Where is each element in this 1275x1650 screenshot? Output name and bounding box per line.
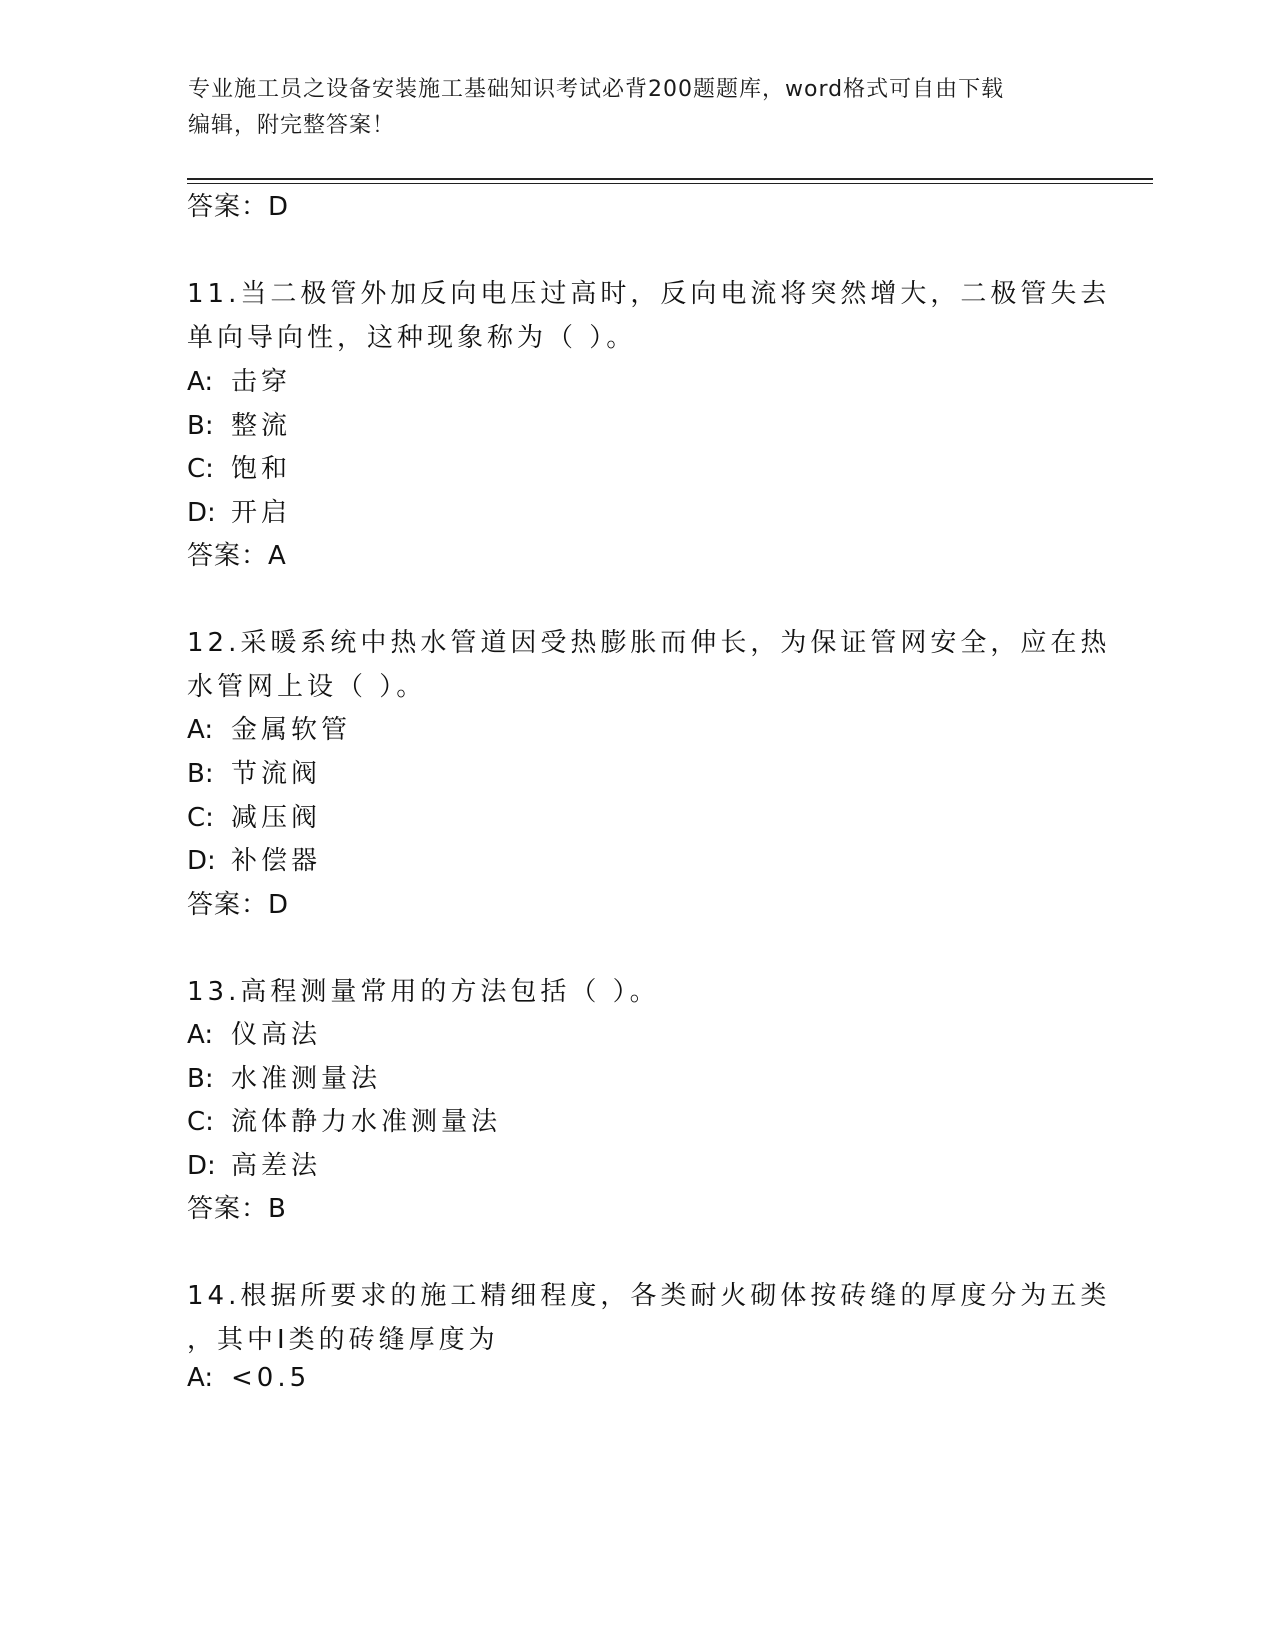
question-14-option-a: [187, 1363, 310, 1393]
question-11-answer: 答案：A: [187, 541, 287, 571]
question-11-option-a: [187, 361, 291, 398]
option-text: 金属软管: [231, 715, 352, 745]
option-letter: B:: [187, 1064, 214, 1094]
option-text: 击穿: [231, 367, 292, 397]
question-12-stem-line-1: 12.采暖系统中热水管道因受热膨胀而伸长，为保证管网安全，应在热: [187, 628, 1111, 658]
option-letter: D:: [187, 1151, 216, 1181]
question-13-option-a: [187, 1014, 321, 1051]
previous-answer: 答案：D: [187, 192, 290, 222]
header-line-2: 编辑，附完整答案！: [188, 113, 396, 138]
question-13-stem-line-1: 13.高程测量常用的方法包括（ ）。: [187, 977, 660, 1007]
header-divider-thick: [187, 178, 1153, 180]
question-11-stem-line-2: 单向导向性，这种现象称为（ ）。: [187, 323, 637, 353]
option-letter: C:: [187, 1107, 214, 1137]
option-text: 仪高法: [231, 1020, 322, 1050]
option-text: <0.5: [231, 1363, 311, 1393]
question-12-option-d: [187, 840, 321, 877]
header-divider-thin: [187, 183, 1153, 184]
option-text: 开启: [231, 498, 292, 528]
question-13-option-d: [187, 1145, 321, 1182]
question-13-option-c: [187, 1101, 501, 1138]
option-letter: A:: [187, 367, 214, 397]
option-text: 水准测量法: [231, 1064, 382, 1094]
question-11-option-d: [187, 492, 291, 529]
question-13-option-b: [187, 1058, 381, 1095]
question-11-option-c: [187, 448, 291, 485]
option-letter: C:: [187, 454, 214, 484]
question-14-stem-line-1: 14.根据所要求的施工精细程度，各类耐火砌体按砖缝的厚度分为五类: [187, 1281, 1111, 1311]
question-14-stem-line-2: ，其中Ⅰ类的砖缝厚度为: [187, 1325, 499, 1355]
document-header: [188, 72, 1078, 144]
option-text: 整流: [231, 411, 292, 441]
question-12-option-a: [187, 709, 351, 746]
question-12-option-b: [187, 753, 321, 790]
option-text: 高差法: [231, 1151, 322, 1181]
option-letter: B:: [187, 759, 214, 789]
question-12-answer: 答案：D: [187, 890, 290, 920]
option-letter: A:: [187, 1020, 214, 1050]
question-11-option-b: [187, 405, 291, 442]
option-text: 饱和: [231, 454, 292, 484]
option-letter: B:: [187, 411, 214, 441]
option-text: 流体静力水准测量法: [231, 1107, 502, 1137]
option-text: 节流阀: [231, 759, 322, 789]
option-letter: A:: [187, 1363, 214, 1393]
option-letter: D:: [187, 498, 216, 528]
option-text: 减压阀: [231, 803, 322, 833]
option-letter: C:: [187, 803, 214, 833]
option-letter: D:: [187, 846, 216, 876]
question-12-option-c: [187, 797, 321, 834]
question-11-stem-line-1: 11.当二极管外加反向电压过高时，反向电流将突然增大，二极管失去: [187, 279, 1111, 309]
header-line-1: 专业施工员之设备安装施工基础知识考试必背200题题库，word格式可自由下载: [188, 77, 1005, 102]
option-letter: A:: [187, 715, 214, 745]
question-13-answer: 答案：B: [187, 1194, 287, 1224]
option-text: 补偿器: [231, 846, 322, 876]
question-12-stem-line-2: 水管网上设（ ）。: [187, 672, 427, 702]
